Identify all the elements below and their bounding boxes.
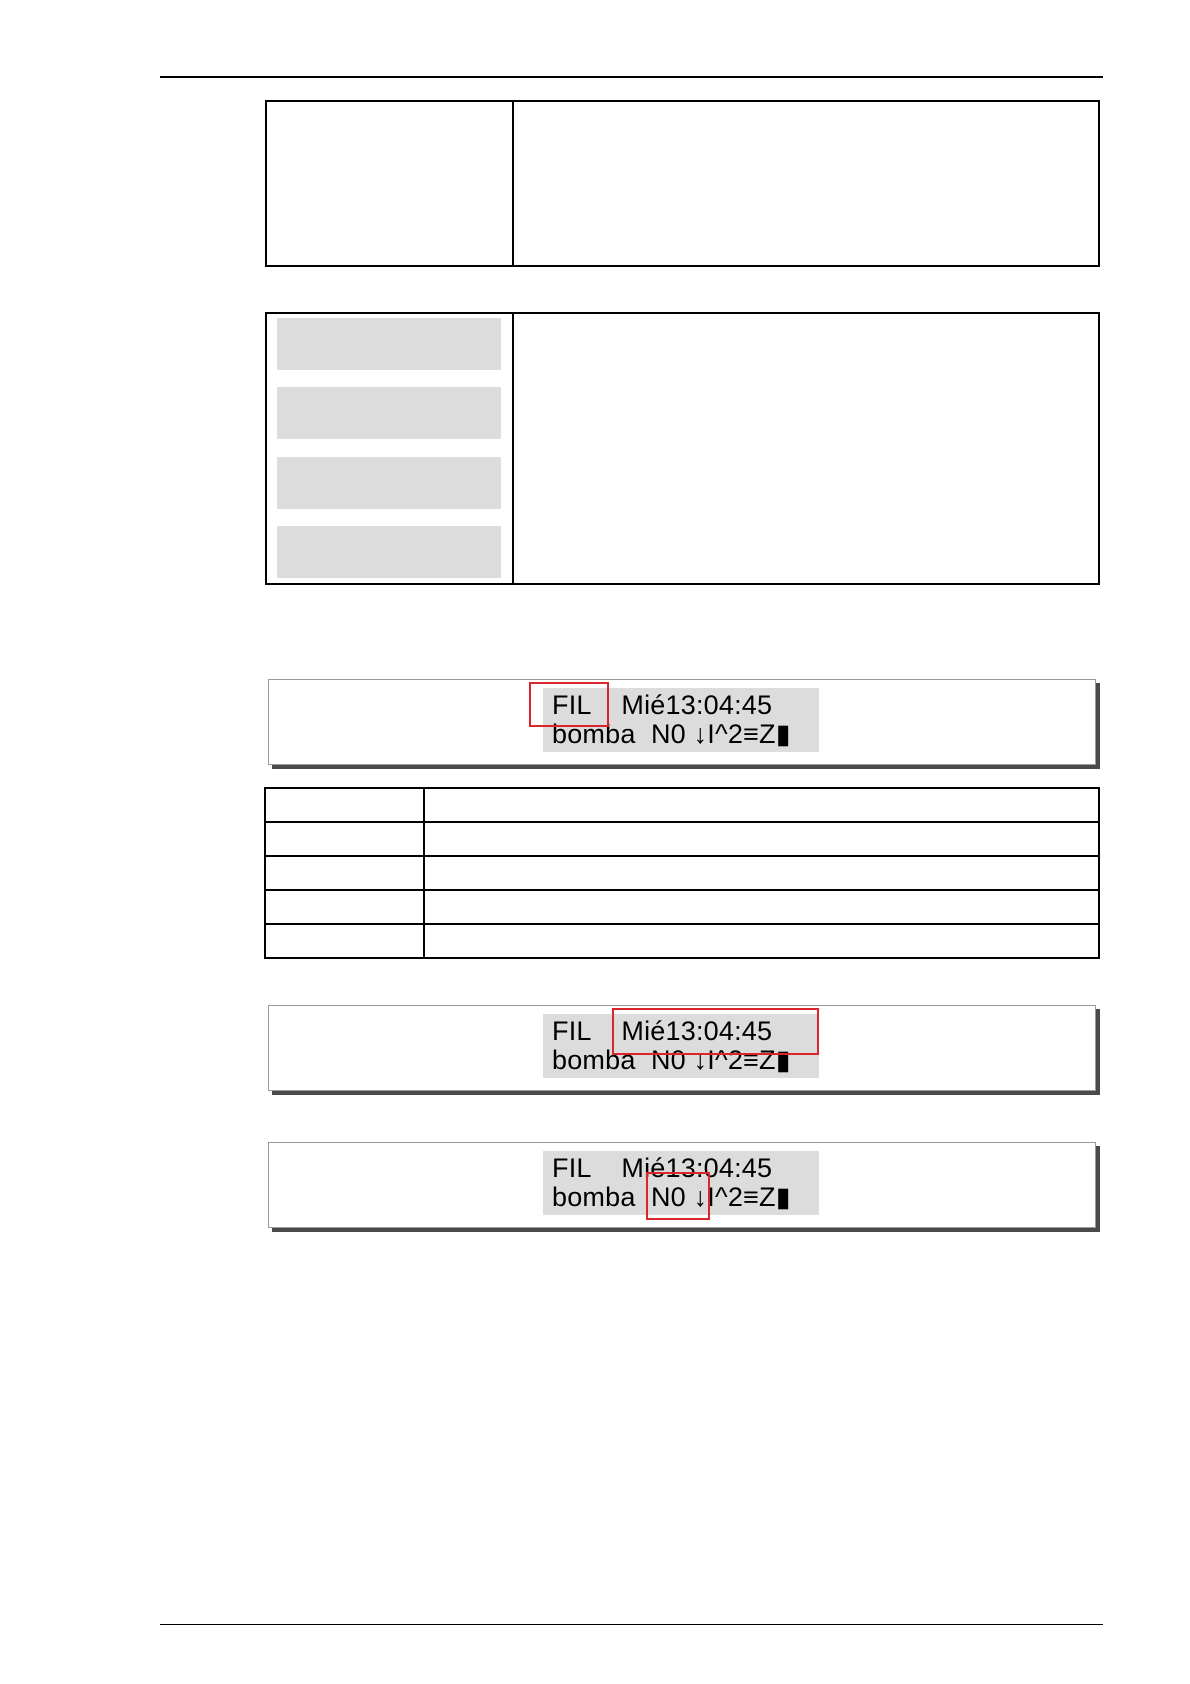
column-divider — [512, 314, 514, 583]
lcd-line-1: FIL Mié13:04:45 — [552, 1016, 773, 1046]
table-row — [265, 890, 1099, 924]
description-table-1 — [265, 100, 1100, 267]
table-row — [265, 788, 1099, 822]
lcd-line-2: bomba N0 ↓I^2≡Z▮ — [552, 719, 791, 749]
lcd-line-1: FIL Mié13:04:45 — [552, 690, 773, 720]
highlight-clock — [612, 1008, 819, 1055]
table-row — [265, 924, 1099, 958]
table-cell — [424, 822, 1099, 856]
highlight-level — [646, 1172, 710, 1220]
lcd-display-mode — [268, 679, 1096, 765]
key-cell-1 — [277, 318, 501, 370]
legend-table — [264, 787, 1100, 959]
footer-rule — [160, 1624, 1103, 1625]
table-cell — [265, 890, 424, 924]
table-row — [265, 822, 1099, 856]
table-cell — [265, 822, 424, 856]
column-divider — [512, 102, 514, 265]
table-cell — [424, 856, 1099, 890]
lcd-line-2: bomba N0 ↓I^2≡Z▮ — [552, 1182, 791, 1212]
highlight-mode — [529, 682, 609, 727]
header-rule — [160, 76, 1103, 78]
table-cell — [424, 788, 1099, 822]
key-cell-2 — [277, 387, 501, 439]
key-cell-3 — [277, 457, 501, 509]
lcd-line-1: FIL Mié13:04:45 — [552, 1153, 773, 1183]
key-cell-4 — [277, 526, 501, 578]
table-cell — [265, 924, 424, 958]
lcd-line-2: bomba N0 ↓I^2≡Z▮ — [552, 1045, 791, 1075]
lcd-display-clock — [268, 1005, 1096, 1091]
table-cell — [265, 856, 424, 890]
lcd-display-level — [268, 1142, 1096, 1228]
table-cell — [265, 788, 424, 822]
table-row — [265, 856, 1099, 890]
key-table — [265, 312, 1100, 585]
table-cell — [424, 890, 1099, 924]
table-cell — [424, 924, 1099, 958]
